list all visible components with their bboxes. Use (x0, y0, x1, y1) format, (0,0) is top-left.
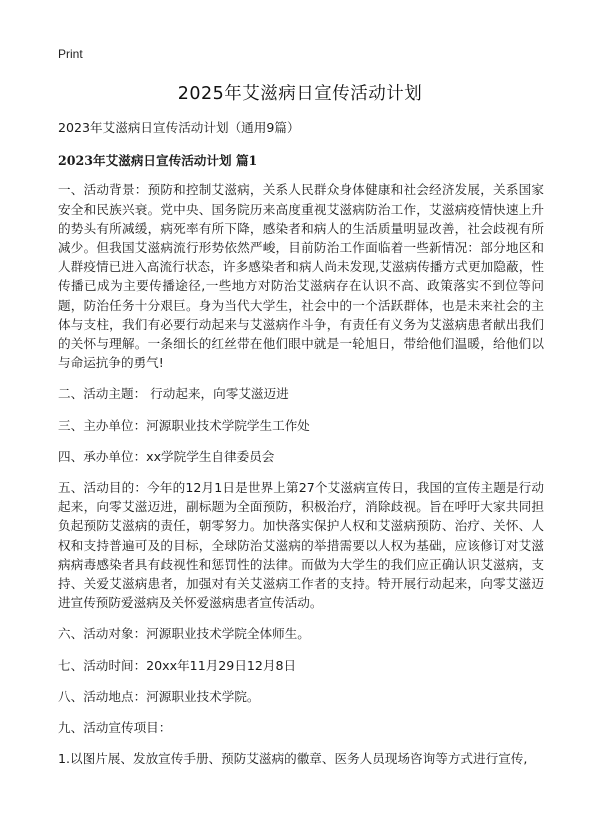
document-title: 2025年艾滋病日宣传活动计划 (177, 84, 423, 104)
document-body (58, 118, 544, 780)
paragraph-organizer: 三、主办单位：河源职业技术学院学生工作处 (58, 417, 310, 433)
paragraph-time: 七、活动时间：20xx年11月29日12月8日 (58, 657, 297, 673)
paragraph-audience: 六、活动对象：河源职业技术学院全体师生。 (58, 626, 310, 642)
paragraph-theme: 二、活动主题： 行动起来，向零艾滋迈进 (58, 386, 289, 402)
paragraph-project-item-1: 1.以图片展、发放宣传手册、预防艾滋病的徽章、医务人员现场咨询等方式进行宣传, (58, 751, 528, 767)
paragraph-purpose: 五、活动目的：今年的12月1日是世界上第27个艾滋病宣传日，我国的宣传主题是行动起来，向零艾滋迈进，副标题为全面预防，积极治疗，消除歧视。旨在呼吁大家共同担负起预防艾滋病的责任，朝零努力。加快落实保护人权和艾滋病预防、治疗、关怀、人权和支持普遍可及的目标，全球防治艾滋病的举措需要以人权为基础，应该修订对艾滋病病毒感染者具有歧视性和惩罚性的法律。而做为大学生的我们应正确认识艾滋病，支持、关爱艾滋病患者，加强对有关艾滋病工作者的支持。特开展行动起来，向零艾滋迈进宣传预防爱滋病及关怀爱滋病患者宣传活动。 (58, 480, 544, 611)
paragraph-co-organizer: 四、承办单位：xx学院学生自律委员会 (58, 448, 275, 464)
paragraph-background: 一、活动背景：预防和控制艾滋病，关系人民群众身体健康和社会经济发展，关系国家安全和民族兴衰。党中央、国务院历来高度重视艾滋病防治工作，艾滋病疫情快速上升的势头有所减缓，病死率有所下降，感染者和病人的生活质量明显改善，社会歧视有所减少。但我国艾滋病流行形势依然严峻，目前防治工作面临着一些新情况：部分地区和人群疫情已进入高流行状态，许多感染者和病人尚未发现,艾滋病传播方式更加隐蔽，性传播已成为主要传播途径,一些地方对防治艾滋病存在认识不高、政策落实不到位等问题，防治任务十分艰巨。身为当代大学生，社会中的一个活跃群体，也是未来社会的主体与支柱，我们有必要行动起来与艾滋病作斗争，有责任有义务为艾滋病患者献出我们的关怀与理解。一条细长的红丝带在他们眼中就是一轮旭日，带给他们温暖，给他们以与命运抗争的勇气! (58, 182, 544, 371)
print-link[interactable]: Print (58, 47, 83, 61)
section-heading: 2023年艾滋病日宣传活动计划 篇1 (58, 153, 258, 169)
paragraph-projects: 九、活动宣传项目： (58, 720, 172, 736)
document-subtitle: 2023年艾滋病日宣传活动计划（通用9篇） (58, 120, 300, 135)
paragraph-location: 八、活动地点：河源职业技术学院。 (58, 688, 260, 704)
